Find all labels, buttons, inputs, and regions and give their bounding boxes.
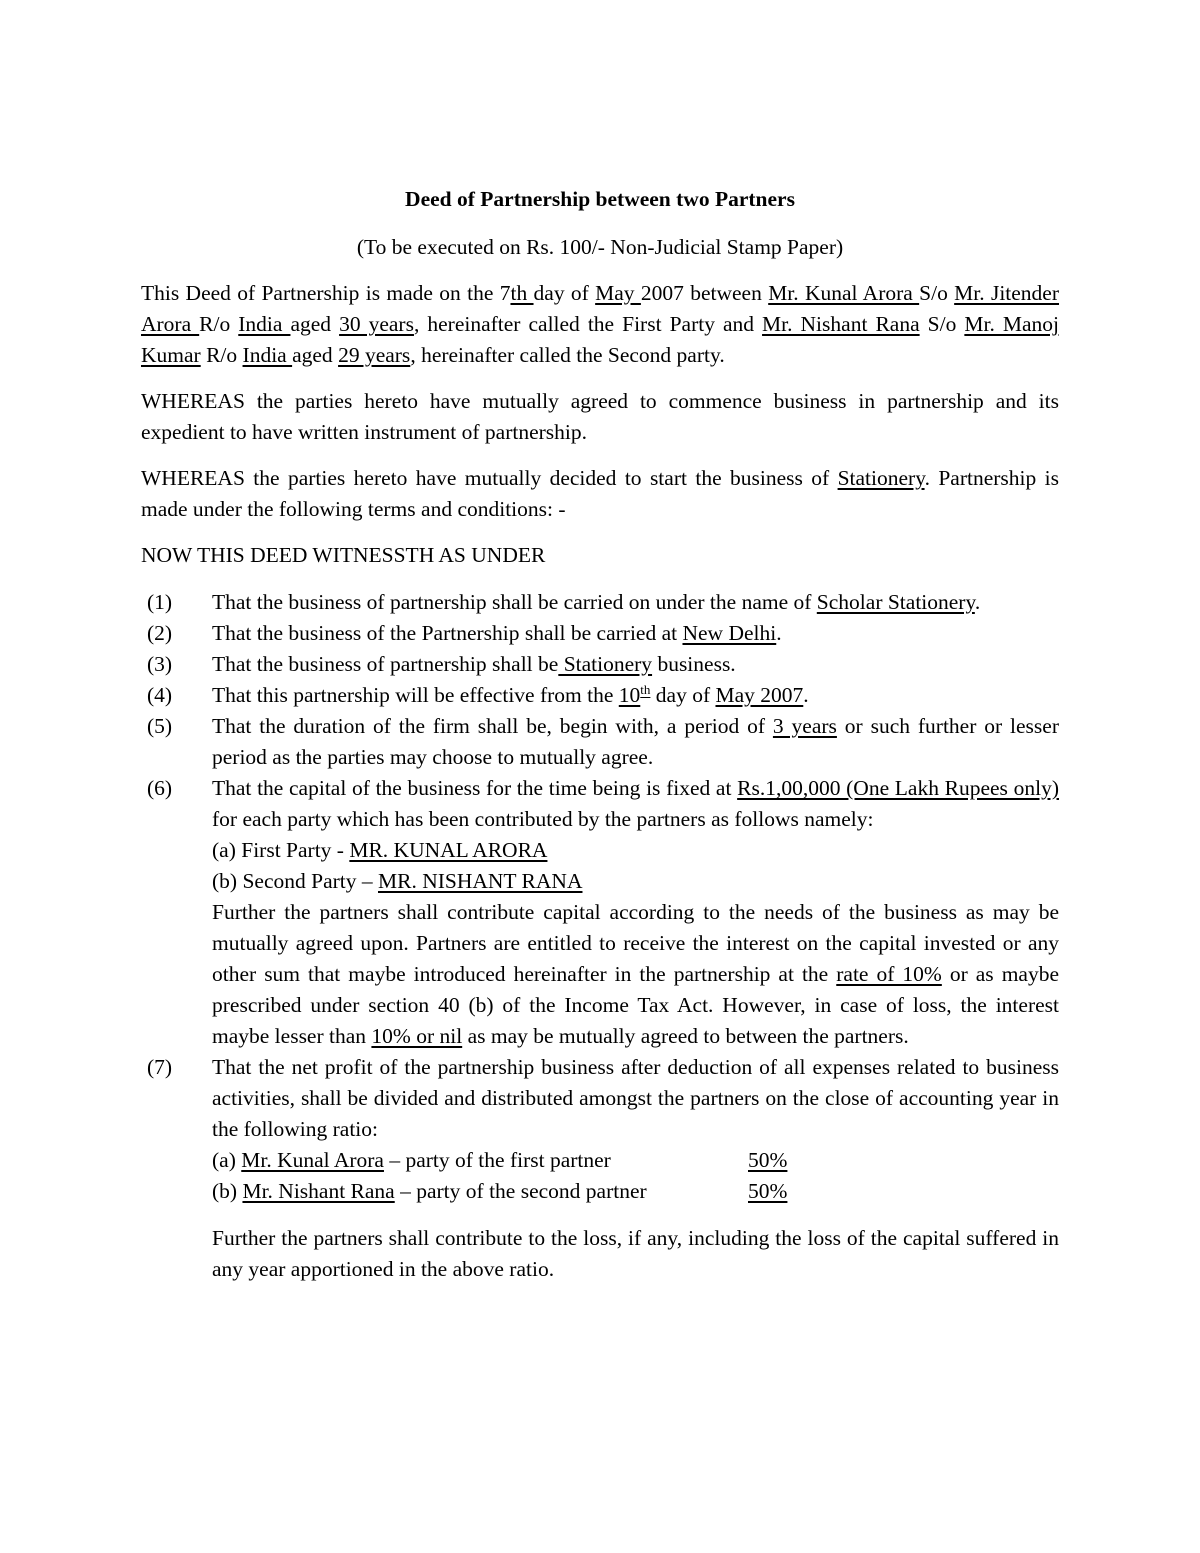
intro-text: , hereinafter called the Second party. (410, 343, 725, 367)
loss-paragraph: Further the partners shall contribute to the loss, if any, including the loss of the capital suffered in any year apportioned in the above ratio. (212, 1226, 1059, 1281)
party-name: MR. NISHANT RANA (378, 869, 583, 893)
firm-duration: 3 years (772, 714, 837, 738)
clause-text: That the net profit of the partnership business after deduction of all expenses related to business activities, shall be divided and distributed amongst the partners on the close of accounting year in the following ratio: (212, 1055, 1059, 1141)
first-party-name: Mr. Kunal Arora (768, 281, 920, 305)
profit-ratio-row-b (212, 1176, 1059, 1207)
intro-text: This Deed of Partnership is made on the 7 (141, 281, 511, 305)
intro-paragraph (141, 278, 1059, 371)
effective-month-year: May 2007 (715, 683, 804, 707)
clause-text: . (974, 590, 981, 614)
terms-list (141, 587, 1059, 1285)
effective-day: 10 (618, 683, 641, 707)
clause-text: . (776, 621, 782, 645)
party-label: (b) Second Party – (212, 869, 378, 893)
clause-text: day of (650, 683, 716, 707)
intro-month: May (595, 281, 641, 305)
second-party-father: Mr. Manoj Kumar (141, 312, 1059, 367)
profit-share: 50% (748, 1179, 788, 1203)
intro-text: aged (290, 312, 340, 336)
first-party-country: India (238, 312, 291, 336)
party-name: MR. KUNAL ARORA (349, 838, 548, 862)
capital-amount: Rs.1,00,000 (One Lakh Rupees only) (737, 776, 1059, 800)
capital-party-a (212, 835, 1059, 866)
intro-text: 2007 between (640, 281, 769, 305)
spacer (212, 1207, 1059, 1223)
clause-text: or such further or lesser period as the parties may choose to mutually agree. (212, 714, 1059, 769)
intro-text: R/o (199, 312, 239, 336)
clause-text: business. (652, 652, 736, 676)
party-label: (a) (212, 1148, 242, 1172)
firm-name: Scholar Stationery (816, 590, 975, 614)
intro-text: aged (292, 343, 339, 367)
profit-ratio-row-a (212, 1145, 1059, 1176)
clause-2 (141, 618, 1059, 649)
clause-7 (141, 1052, 1059, 1285)
deed-body (141, 184, 1059, 1285)
clause-number: (6) (147, 776, 173, 800)
witness-heading: NOW THIS DEED WITNESSTH AS UNDER (141, 543, 546, 567)
clause-text: That this partnership will be effective from the (212, 683, 619, 707)
clause-number: (3) (147, 652, 173, 676)
party-name: Mr. Nishant Rana (242, 1179, 395, 1203)
whereas-paragraph-2 (141, 463, 1059, 525)
business-location: New Delhi (682, 621, 777, 645)
clause-text: as may be mutually agreed to between the partners. (462, 1024, 909, 1048)
clause-text: or as maybe prescribed under section 40 (b) of the Income Tax Act. However, in case of loss, the interest maybe lesser than (212, 962, 1059, 1048)
clause-text: That the business of partnership shall be (212, 652, 559, 676)
ratio-description (212, 1145, 748, 1176)
document-subtitle: (To be executed on Rs. 100/- Non-Judicial Stamp Paper) (356, 235, 844, 259)
party-role: – party of the first partner (383, 1148, 611, 1172)
second-party-age: 29 years (338, 343, 411, 367)
clause-number: (4) (147, 683, 173, 707)
second-party-name: Mr. Nishant Rana (762, 312, 920, 336)
intro-text: S/o (919, 312, 965, 336)
party-label: (b) (212, 1179, 243, 1203)
party-role: – party of the second partner (394, 1179, 647, 1203)
clause-1 (141, 587, 1059, 618)
clause-5 (141, 711, 1059, 773)
intro-text: day of (533, 281, 596, 305)
second-party-country: India (242, 343, 293, 367)
clause-number: (2) (147, 621, 173, 645)
clause-text: Further the partners shall contribute capital according to the needs of the business as may be mutually agreed upon. Partners are entitled to receive the interest on the capital invested or any other sum that maybe introduced hereinafter in the partnership at the (212, 900, 1059, 986)
clause-number: (7) (147, 1055, 173, 1079)
clause-text: for each party which has been contributed by the partners as follows namely: (212, 807, 874, 831)
clause-text: That the business of partnership shall be carried on under the name of (212, 590, 817, 614)
party-name: Mr. Kunal Arora (241, 1148, 384, 1172)
first-party-father: Mr. Jitender Arora (141, 281, 1060, 336)
business-type: Stationery (837, 466, 925, 490)
ratio-description (212, 1176, 748, 1207)
clause-6 (141, 773, 1059, 1052)
clause-text: That the capital of the business for the time being is fixed at (212, 776, 738, 800)
clause-number: (1) (147, 590, 173, 614)
whereas-text: WHEREAS the parties hereto have mutually decided to start the business of (141, 466, 838, 490)
profit-share: 50% (748, 1148, 788, 1172)
intro-text: R/o (200, 343, 243, 367)
clause-text: That the business of the Partnership shall be carried at (212, 621, 683, 645)
capital-interest-paragraph (212, 897, 1059, 1052)
intro-text: S/o (919, 281, 955, 305)
clause-text: . (803, 683, 809, 707)
business-nature: Stationery (558, 652, 653, 676)
clause-3 (141, 649, 1059, 680)
party-label: (a) First Party - (212, 838, 350, 862)
interest-rate: rate of 10% (836, 962, 942, 986)
clause-number: (5) (147, 714, 173, 738)
first-party-age: 30 years (339, 312, 414, 336)
whereas-text: . Partnership is made under the following terms and conditions: - (141, 466, 1059, 521)
interest-floor: 10% or nil (371, 1024, 463, 1048)
capital-party-b (212, 866, 1059, 897)
intro-text: , hereinafter called the First Party and (413, 312, 763, 336)
document-title: Deed of Partnership between two Partners (405, 187, 795, 211)
clause-text: That the duration of the firm shall be, begin with, a period of (212, 714, 773, 738)
clause-4 (141, 680, 1059, 711)
whereas-paragraph-1: WHEREAS the parties hereto have mutually agreed to commence business in partnership and its expedient to have written instrument of partnership. (141, 389, 1059, 444)
intro-day-suffix: th (510, 281, 534, 305)
effective-day-suffix: th (640, 681, 651, 697)
